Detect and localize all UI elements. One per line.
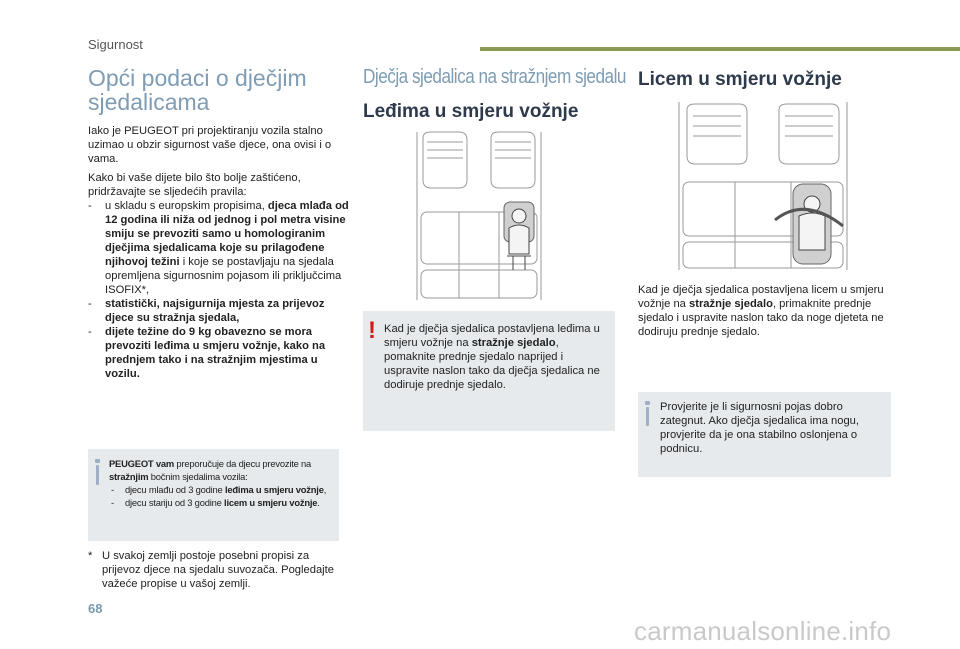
rules-intro: Kako bi vaše dijete bilo što bolje zaštićeno, pridržavajte se sljedećih pravila: [88,172,301,198]
section-title-rear-seat: Dječja sjedalica na stražnjem sjedalu [363,66,626,88]
rule-item: - statistički, najsigurnija mjesta za prijevoz djece su stražnja sjedala, [88,298,325,324]
rule-item: - u skladu s europskim propisima, djeca mlađa od 12 godina ili niža od jednog i pol metra visine smiju se prevoziti samo u homologiranim dječjima sjedalicama koje su prilagođene njihovoj težini i koje se postavljaju na sjedala opremljena sigurnosnim pojasom ili priključcima ISOFIX*, [88,200,349,296]
footnote-text: U svakoj zemlji postoje posebni propisi za prijevoz djece na sjedalu suvozača. Pogledajte važeće propise u vašoj zemlji. [102,550,334,590]
intro-paragraph: Iako je PEUGEOT pri projektiranju vozila stalno uzimao u obzir sigurnost vaše djece, ona ovisi i o vama. [88,125,332,165]
recommendation-item: - djecu stariju od 3 godine licem u smjeru vožnje. [111,497,320,508]
rules-list [88,199,350,381]
warning-text-rearward: Kad je dječja sjedalica postavljena leđima u smjeru vožnje na stražnje sjedalo, pomaknite prednje sjedalo naprijed i uspravite naslon tako da dječja sjedalica ne dodiruje prednje sjedalo. [384,323,600,391]
info-text-forward: Provjerite je li sigurnosni pojas dobro zategnut. Ako dječja sjedalica ima nogu, provjerite da je ona stabilno oslonjena o podnicu. [660,401,860,455]
forward-facing-text: Kad je dječja sjedalica postavljena licem u smjeru vožnje na stražnje sjedalo, primaknite prednje sjedalo i uspravite naslon tako da noge djeteta ne dodiruju prednje sjedalo. [638,284,884,338]
section-header: Sigurnost [88,37,143,52]
info-icon-bar [646,407,649,426]
page-title: Opći podaci o dječjim sjedalicama [88,65,307,115]
watermark: carmanualsonline.info [634,616,892,646]
rules-block [88,171,350,381]
exclamation-icon: ! [368,317,376,344]
info-icon-bar [96,465,99,485]
info-icon [95,459,100,463]
info-note-forward [638,392,891,477]
subtitle-forward-facing: Licem u smjeru vožnje [638,69,842,90]
recommendation-item: - djecu mlađu od 3 godine leđima u smjeru vožnje, [111,484,327,495]
footnote [88,549,338,591]
info-icon [645,401,650,405]
subtitle-rearward-facing: Leđima u smjeru vožnje [363,101,579,122]
rule-item: - dijete težine do 9 kg obavezno se mora prevoziti leđima u smjeru vožnje, kako na prednjem tako i na stražnjim mjestima u vozilu. [88,326,326,380]
rearward-facing-seat-illustration [411,130,547,302]
recommendation-note [88,449,339,541]
footnote-mark: * [88,550,93,562]
recommendation-text: PEUGEOT vam preporučuje da djecu prevozite na stražnjim bočnim sjedalima vozila: - djecu mlađu od 3 godine leđima u smjeru vožnje, - djecu stariju od 3 godine licem u smjeru vožnje. [109,457,334,509]
warning-note-rearward [363,311,615,431]
forward-facing-seat-illustration [675,100,851,272]
header-accent-bar [480,47,960,51]
page-number: 68 [88,601,103,616]
